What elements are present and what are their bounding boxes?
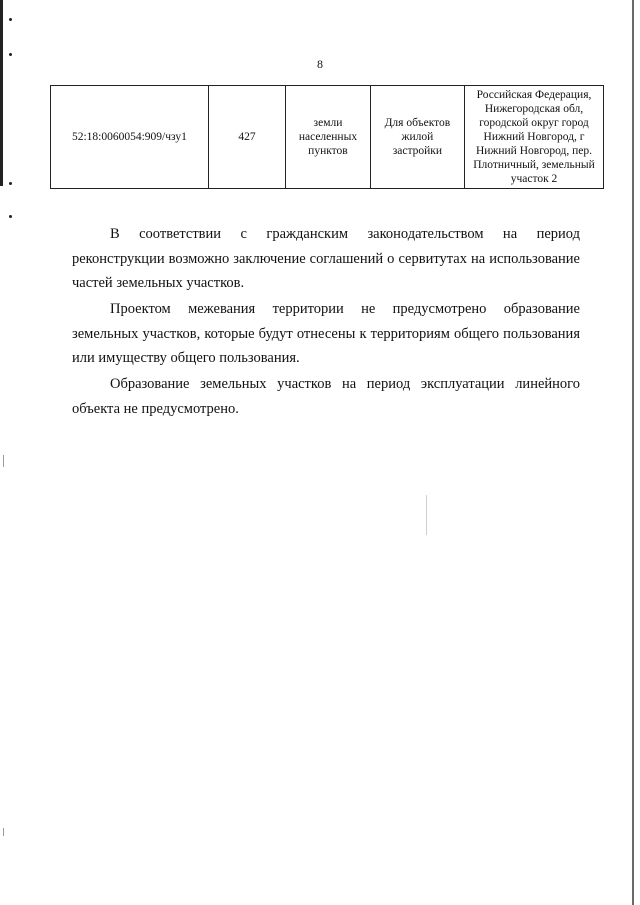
scan-dot: [9, 18, 12, 21]
land-parcel-table: [50, 85, 604, 189]
cell-line: застройки: [392, 145, 443, 157]
area-cell: 427: [208, 86, 285, 189]
cell-line: жилой: [401, 131, 434, 143]
paragraph-text: Образование земельных участков на период эксплуатации линейного объекта не предусмотрено.: [72, 376, 580, 417]
cadastral-number-cell: 52:18:0060054:909/чзу1: [51, 86, 209, 189]
table-row: [51, 86, 604, 189]
scan-dot: [9, 53, 12, 56]
scan-right-edge-line: [632, 0, 634, 905]
paragraph-easements: [72, 222, 580, 296]
permitted-use-cell: [370, 86, 464, 189]
land-category-cell: [286, 86, 371, 189]
paragraph-operation-period: [72, 372, 580, 421]
scan-left-edge-line: [0, 0, 3, 186]
cell-line: участок 2: [510, 173, 558, 185]
paragraph-text: В соответствии с гражданским законодательством на период реконструкции возможно заключение соглашений о сервитутах на использование частей земельных участков.: [72, 226, 580, 291]
scan-tick: [426, 495, 427, 535]
cell-line: пунктов: [308, 145, 348, 157]
cell-line: Плотничный, земельный: [473, 159, 595, 171]
cell-line: населенных: [298, 131, 358, 143]
cell-line: Нижний Новгород, пер.: [475, 145, 593, 157]
paragraph-public-use: [72, 297, 580, 371]
page-number: 8: [317, 57, 323, 71]
paragraph-text: Проектом межевания территории не предусмотрено образование земельных участков, которые будут отнесены к территориям общего пользования или имуществу общего пользования.: [72, 301, 580, 366]
cell-line: Для объектов: [384, 117, 451, 129]
scan-tick: [3, 828, 4, 836]
cell-line: земли: [313, 117, 343, 129]
scan-tick: [3, 455, 4, 467]
cell-line: Нижний Новгород, г: [483, 131, 585, 143]
cell-line: Российская Федерация,: [476, 89, 592, 101]
address-cell: [465, 86, 604, 189]
scan-dot: [9, 182, 12, 185]
scan-dot: [9, 215, 12, 218]
cell-line: Нижегородская обл,: [484, 103, 584, 115]
cell-line: городской округ город: [479, 117, 589, 129]
